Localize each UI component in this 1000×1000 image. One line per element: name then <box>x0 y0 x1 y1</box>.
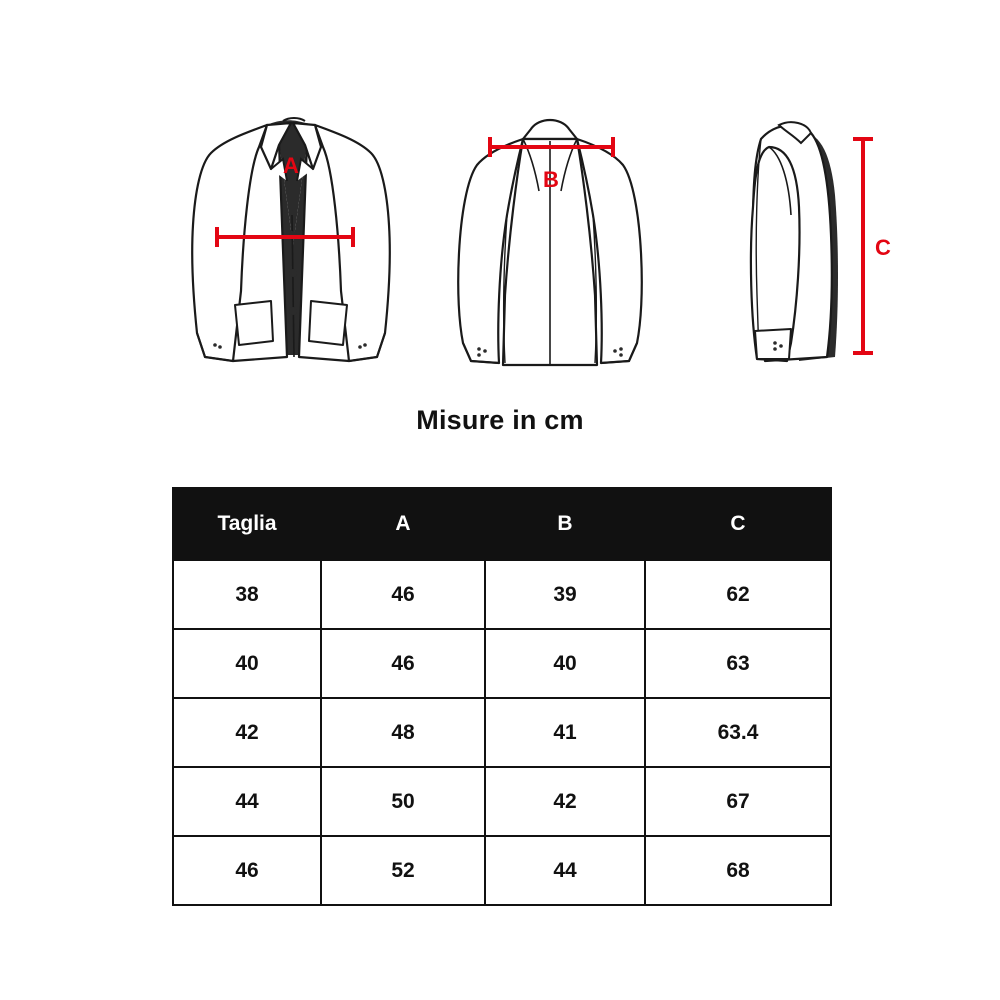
marker-a-label: A <box>283 153 299 178</box>
cell-size: 40 <box>173 629 321 698</box>
size-table-wrapper <box>172 487 830 906</box>
jacket-side-view <box>695 95 925 390</box>
cell-a: 46 <box>321 560 485 629</box>
marker-b-label: B <box>543 167 559 192</box>
cell-c: 68 <box>645 836 831 905</box>
table-row <box>173 629 831 698</box>
cell-b: 40 <box>485 629 645 698</box>
cell-size: 46 <box>173 836 321 905</box>
table-row <box>173 698 831 767</box>
marker-c-label: C <box>875 235 891 260</box>
cell-size: 42 <box>173 698 321 767</box>
cell-a: 52 <box>321 836 485 905</box>
table-row <box>173 560 831 629</box>
jacket-illustrations <box>0 95 1000 385</box>
cell-size: 38 <box>173 560 321 629</box>
cell-b: 41 <box>485 698 645 767</box>
cell-a: 48 <box>321 698 485 767</box>
jacket-back-view <box>435 95 665 390</box>
table-row <box>173 836 831 905</box>
cell-c: 63.4 <box>645 698 831 767</box>
column-header-b: B <box>485 488 645 560</box>
cell-a: 50 <box>321 767 485 836</box>
cell-b: 44 <box>485 836 645 905</box>
page-caption: Misure in cm <box>416 405 584 435</box>
cell-size: 44 <box>173 767 321 836</box>
table-row <box>173 767 831 836</box>
column-header-c: C <box>645 488 831 560</box>
column-header-taglia: Taglia <box>173 488 321 560</box>
cell-a: 46 <box>321 629 485 698</box>
cell-b: 39 <box>485 560 645 629</box>
table-header-row <box>173 488 831 560</box>
cell-c: 63 <box>645 629 831 698</box>
cell-c: 67 <box>645 767 831 836</box>
jacket-front-view <box>175 95 405 390</box>
cell-c: 62 <box>645 560 831 629</box>
size-table <box>172 487 832 906</box>
column-header-a: A <box>321 488 485 560</box>
cell-b: 42 <box>485 767 645 836</box>
